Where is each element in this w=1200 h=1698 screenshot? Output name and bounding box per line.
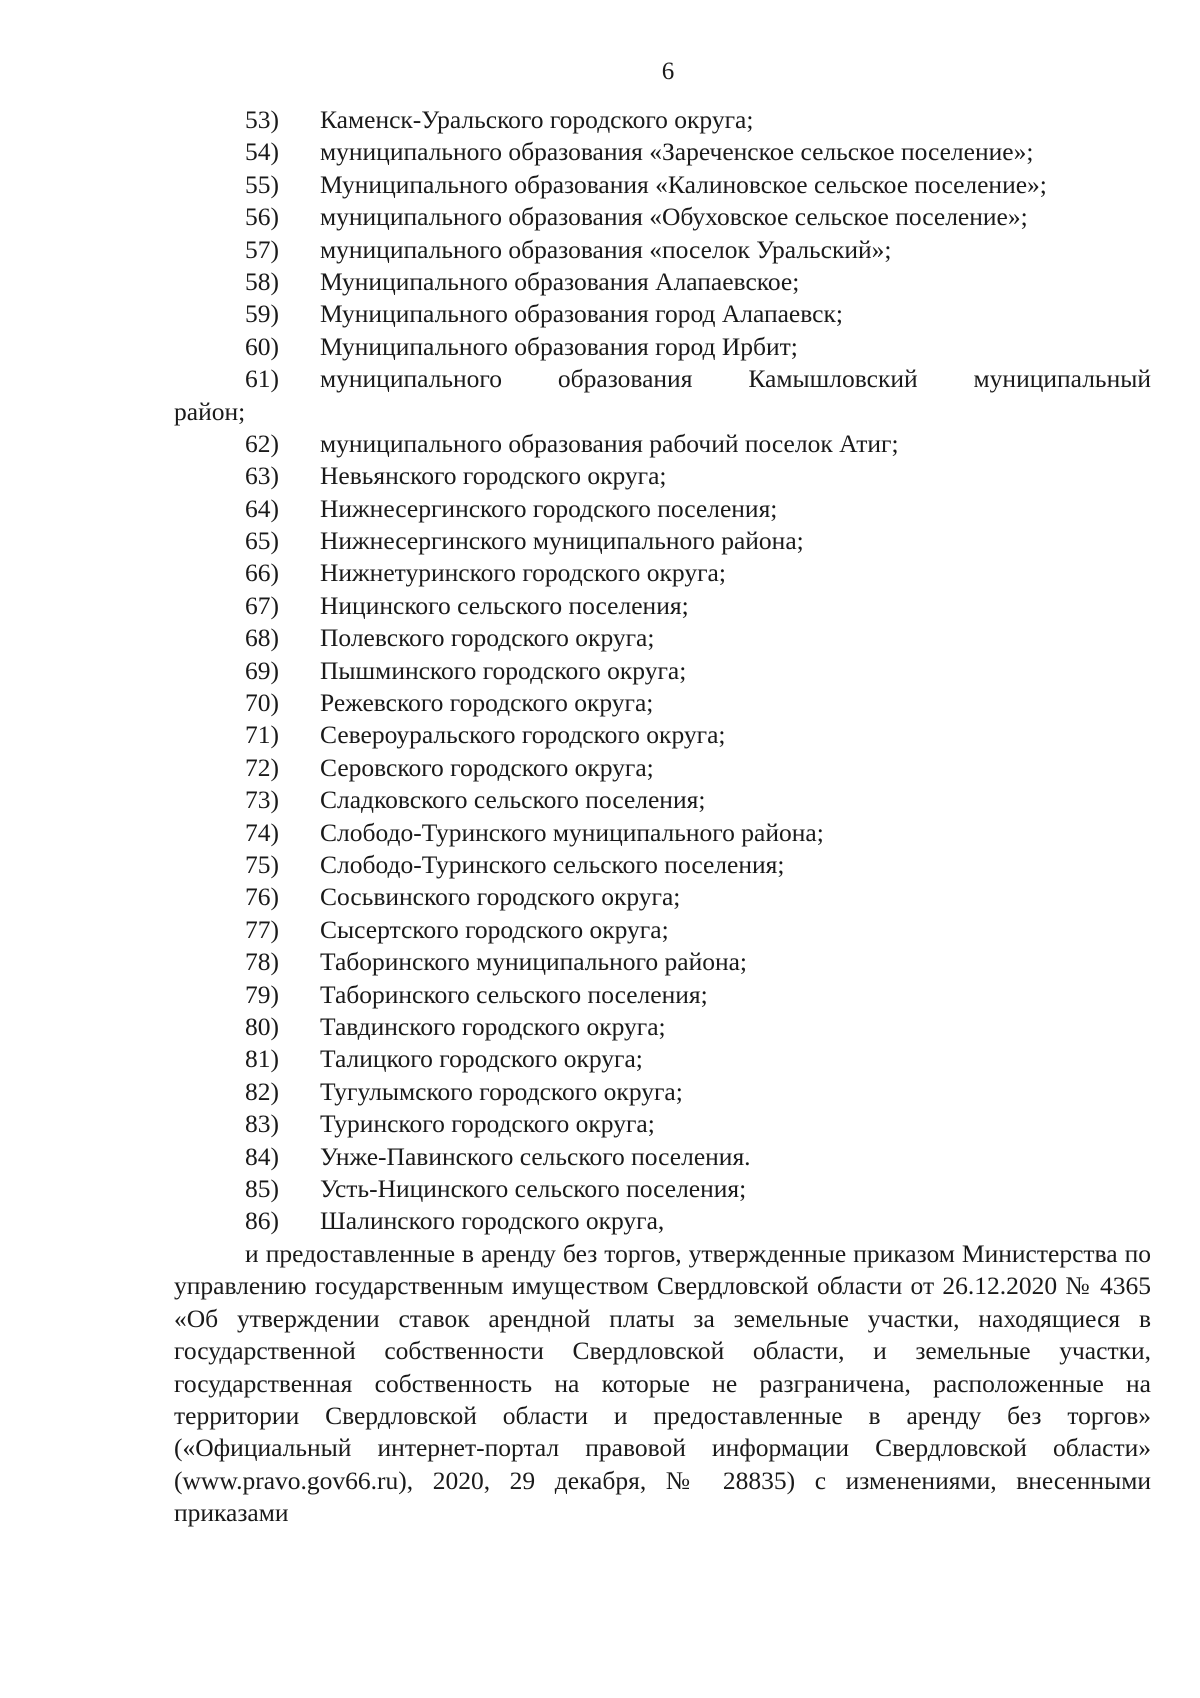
list-item-number: 56): [245, 202, 279, 232]
list-item: [0, 525, 1200, 557]
list-item: [0, 622, 1200, 654]
list-item: [0, 1043, 1200, 1075]
list-item-text: Унже-Павинского сельского поселения.: [320, 1141, 751, 1171]
list-item: [0, 428, 1200, 460]
list-item-number: 82): [245, 1076, 279, 1106]
list-item-number: 68): [245, 623, 279, 653]
list-item: [0, 590, 1200, 622]
list-item: [0, 881, 1200, 913]
list-item-text: Тугулымского городского округа;: [320, 1076, 683, 1106]
list-item-number: 58): [245, 266, 279, 296]
list-item-number: 71): [245, 720, 279, 750]
list-item: [0, 752, 1200, 784]
list-item: [0, 169, 1200, 201]
list-item-text: Тавдинского городского округа;: [320, 1011, 666, 1041]
list-item-number: 53): [245, 105, 279, 134]
list-item-text: Нижнесергинского городского поселения;: [320, 493, 778, 523]
list-item-text: Талицкого городского округа;: [320, 1044, 643, 1074]
list-item: [0, 1076, 1200, 1108]
list-item-text: Полевского городского округа;: [320, 623, 655, 653]
list-item: [0, 1011, 1200, 1043]
list-item-text: Каменск-Уральского городского округа;: [320, 105, 754, 134]
list-item-text: [320, 363, 1151, 395]
list-item: [0, 817, 1200, 849]
list-item-text: Пышминского городского округа;: [320, 655, 687, 685]
list-item-number: 55): [245, 169, 279, 199]
list-item: [0, 557, 1200, 589]
list-item-number: 81): [245, 1044, 279, 1074]
list-item-number: 66): [245, 558, 279, 588]
list-item-word: муниципального: [320, 364, 502, 394]
list-item: [0, 266, 1200, 298]
list-item: [0, 460, 1200, 492]
list-item-text: Серовского городского округа;: [320, 752, 654, 782]
list-item-text: Муниципального образования «Калиновское сельское поселение»;: [320, 169, 1047, 199]
list-item-text: Слободо-Туринского сельского поселения;: [320, 850, 785, 879]
list-item: [0, 136, 1200, 168]
list-item-number: 64): [245, 493, 279, 523]
list-item-number: 67): [245, 590, 279, 620]
list-item-number: 73): [245, 785, 279, 815]
list-item: [0, 1108, 1200, 1140]
list-item-number: 86): [245, 1206, 279, 1236]
list-item-number: 75): [245, 850, 279, 879]
list-item-text-continuation: район;: [174, 396, 246, 426]
list-item: [0, 687, 1200, 719]
list-item-number: 62): [245, 428, 279, 458]
list-item-text: Шалинского городского округа,: [320, 1206, 665, 1236]
list-item-text: Усть-Ницинского сельского поселения;: [320, 1173, 747, 1203]
list-item-number: 72): [245, 752, 279, 782]
list-item-number: 79): [245, 979, 279, 1009]
list-item-text: Невьянского городского округа;: [320, 461, 667, 491]
list-item: [0, 104, 1200, 136]
list-item-number: 60): [245, 331, 279, 361]
list-item: [0, 946, 1200, 978]
list-item-number: 76): [245, 882, 279, 912]
list-item-text: Слободо-Туринского муниципального района;: [320, 817, 824, 847]
list-item: [0, 979, 1200, 1011]
list-item: [0, 1173, 1200, 1205]
list-item-text: Таборинского муниципального района;: [320, 947, 748, 977]
list-item-text: Таборинского сельского поселения;: [320, 979, 708, 1009]
list-item-text: Нижнесергинского муниципального района;: [320, 526, 804, 556]
list-item-number: 54): [245, 137, 279, 167]
list-item: [0, 201, 1200, 233]
list-item-number: 85): [245, 1173, 279, 1203]
list-item: [0, 655, 1200, 687]
list-item: [0, 298, 1200, 330]
list-item-text: Муниципального образования город Ирбит;: [320, 331, 798, 361]
list-item-text: Ницинского сельского поселения;: [320, 590, 689, 620]
list-item-word: образования: [557, 364, 693, 394]
list-item-text: Туринского городского округа;: [320, 1109, 655, 1139]
list-item-number: 63): [245, 461, 279, 491]
list-item-text: муниципального образования «Обуховское сельское поселение»;: [320, 202, 1028, 232]
list-item-text: Сладковского сельского поселения;: [320, 785, 706, 815]
list-item-text: Североуральского городского округа;: [320, 720, 726, 750]
list-item-number: 59): [245, 299, 279, 329]
list-item-number: 65): [245, 526, 279, 556]
list-item-number: 74): [245, 817, 279, 847]
list-item: [0, 331, 1200, 363]
page-number: 6: [661, 58, 675, 85]
list-item-text: Муниципального образования город Алапаевск;: [320, 299, 843, 329]
list-item-number: 77): [245, 914, 279, 944]
list-item-text: Сысертского городского округа;: [320, 914, 669, 944]
list-item-text: муниципального образования «поселок Уральский»;: [320, 234, 892, 264]
list-item-number: 57): [245, 234, 279, 264]
list-item: [0, 493, 1200, 525]
list-item-number: 83): [245, 1109, 279, 1139]
list-item-number: 69): [245, 655, 279, 685]
list-item-text: Режевского городского округа;: [320, 688, 654, 718]
list-item-number: 70): [245, 688, 279, 718]
list-item-text: Муниципального образования Алапаевское;: [320, 266, 800, 296]
list-item: [0, 363, 1200, 428]
closing-paragraph: и предоставленные в аренду без торгов, утвержденные приказом Министерства по управлению государственным имуществом Свердловской области от 26.12.2020 № 4365 «Об утверждении ставок арендной платы за земельные участки, находящиеся в государственной собственности Свердловской области, и земельные участки, государственная собственность на которые не разграничена, расположенные на территории Свердловской области и предоставленные в аренду без торгов» («Официальный интернет-портал правовой информации Свердловской области» (www.pravo.gov66.ru), 2020, 29 декабря, № 28835) с изменениями, внесенными приказами: [174, 1239, 1151, 1528]
list-item: [0, 1141, 1200, 1173]
list-item-text: Нижнетуринского городского округа;: [320, 558, 726, 588]
list-item-text: муниципального образования «Зареченское сельское поселение»;: [320, 137, 1034, 167]
list-item: [0, 849, 1200, 881]
list-item: [0, 234, 1200, 266]
list-item-number: 84): [245, 1141, 279, 1171]
list-item: [0, 1205, 1200, 1237]
list-item-text: муниципального образования рабочий поселок Атиг;: [320, 428, 899, 458]
list-item-number: 78): [245, 947, 279, 977]
list-item-number: 80): [245, 1011, 279, 1041]
list-item-word: муниципальный: [973, 364, 1151, 394]
list-item-number: 61): [245, 364, 279, 394]
list-item: [0, 784, 1200, 816]
municipality-list: [0, 104, 1200, 1238]
list-item-word: Камышловский: [748, 364, 918, 394]
list-item: [0, 914, 1200, 946]
list-item-text: Сосьвинского городского округа;: [320, 882, 681, 912]
list-item: [0, 719, 1200, 751]
